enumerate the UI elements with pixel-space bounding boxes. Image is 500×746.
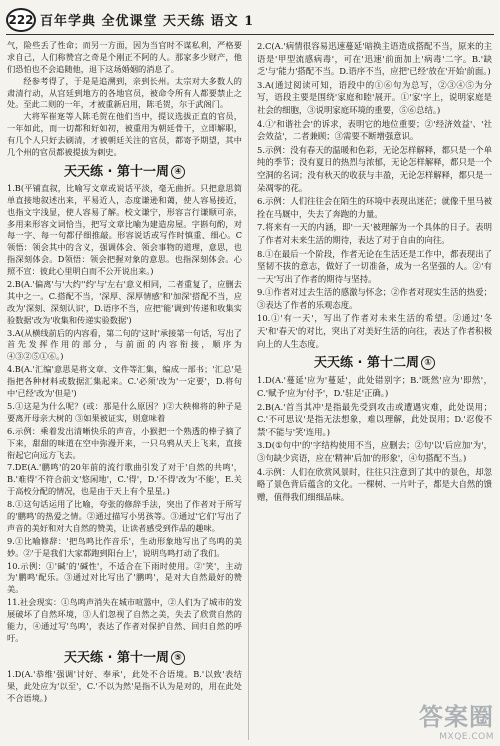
section-title-week12-1: 天天练 · 第十二周 ① — [257, 356, 492, 370]
list-item: 3.D(①句中'的'字结构使用不当，应删去；②句'以'后应加'为'，③句缺少宾语，应在'精神'后加'的形象'，④句搭配不当。) — [257, 440, 492, 463]
page-header — [0, 0, 500, 40]
section-number: ① — [421, 356, 435, 370]
left-column — [7, 40, 242, 705]
header-rule — [6, 34, 494, 35]
intro-paragraph-2: 经参考得了，于是是追溯到，亲到长州。太宗对大多数人的肃清行动，从宫廷到地方的各地官员，被命令所有人都要禁止之处。至此二则的一年，才被重新启用，陈毛贺，尔于武阁门。 — [7, 75, 242, 110]
intro-paragraph: 气，险些丢了性命；而另一方面，因为当官时不谋私利，严格要求自己，人们称赞宫之奇是个刚正不阿的人。那家多少财产，他们恐怕也不会追随他，退下这场婚姻的消息了。 — [7, 40, 242, 74]
series-title: 百年学典 全优课堂 天天练 语文 1 — [40, 14, 255, 29]
list-item: 11.社会现实：①鸟鸣声消失在城市喧嚣中，②人们为了城市的发展破坏了自然环境，③人们忽视了自然之美，失去了欣赏自然的能力，④通过写'鸟鸣'，表达了作者对保护自然、回归自然的呼吁。 — [7, 597, 242, 643]
list-item: 10.①'有一天'，写出了作者对未来生活的希望。②通过'冬天'和'春天'的对比，突出了对美好生活的向往，表达了作者积极向上的人生态度。 — [257, 313, 492, 349]
answer-list-week11-5 — [7, 669, 242, 705]
answer-list-week12-1 — [257, 374, 492, 503]
watermark-url: MXQE.COM — [439, 732, 494, 742]
list-item: 1.B(平铺直叙，比喻写文章或说话平淡，毫无曲折。只把意思简单直接地叙述出来，平易近人，态度谦逊和蔼，使人容易接近，也指文字浅显，使人容易了解。校文谦宁，形容言行谦顺可亲，多用来形容文词恰当，把写文章比喻为建造房屋。字斟句酌，对每一字、每一句都仔细推敲。形容说话或写作时慎重、细心。C领悟：领会其中的含义，强调体会、领会事物的道理，意思，也指深刻体会。D领悟：领会把握对象的意思。也指深刻体会。心照不宣：彼此心里明白而不公开说出来。) — [7, 182, 242, 277]
list-item: 4.示例：人们在欣赏风景时，往往只注意到了其中的景色，却忽略了景色背后蕴含的文化。一棵树、一片叶子，都是大自然的馈赠，值得我们细细品味。 — [257, 466, 492, 502]
list-item: 9.①作者对过去生活的感激与怀念；②作者对现实生活的热爱；③表达了作者的乐观态度。 — [257, 287, 492, 310]
section-number: ④ — [171, 165, 185, 179]
list-item: 5.①这是为什么呢？(或：那是什么原因？)②大秧棉将的种子是要离开母亲大树的 ③如果被证实，则意味着 — [7, 400, 242, 423]
list-item: 6.示例：乘着发出清晰快乐的声音，小猴把一个熟透的棒子摘了下来，甜甜的味道在空中弥漫开来，一只乌鸦从天上飞来，直接衔起它向远方飞去。 — [7, 425, 242, 460]
intro-paragraph-3: 大将军崔寔等人陈毛贺在他们当中，提议选拔正直的官员，一年如此，而一切都和好如初，被重用为朝廷骨干，立即解职，有几个人只好去刷清，才被朝廷关注的官员，都寄予期望，其中几个州的官员都被提拔为刺史。 — [7, 111, 242, 158]
column-divider — [248, 40, 249, 740]
list-item: 9.①比喻修辞：'把鸟鸣比作音乐'，生动形象地写出了鸟鸣的美妙。②'于是我们大家都跑到阳台上'，说明鸟鸣打动了我们。 — [7, 535, 242, 558]
list-item: 5.示例：没有春天的温暖和色彩，无论怎样解释，都只是一个单纯的季节；没有夏日的热烈与浓郁，无论怎样解释，都只是一个空洞的名词；没有秋天的收获与丰盈，无论怎样解释，都只是一朵凋零的花。 — [257, 144, 492, 193]
list-item: 8.①在最后一个阶段，作者无论在生活还是工作中，都表现出了坚韧不拔的意志，做好了一切准备，成为一名坚强的人。②'有一天'写出了作者的期待与坚持。 — [257, 248, 492, 284]
list-item: 6.示例：人们往往会在陌生的环境中表现出迷茫；就像千里马被拴在马厩中，失去了奔跑的力量。 — [257, 196, 492, 219]
list-item: 1.D(A.'蔓延'应为'蔓延'，此处错别字；B.'既然'应为'即然'，C.'赋予'应为'付予'，D.'驻足'正确。) — [257, 375, 492, 398]
list-item: 2.B(A.'偏离'与'大约''约'与'左右'意义相同，二者重复了，应删去其中之一。C.搭配不当，'深厚、深厚情感'和'加深'搭配不当，应改为'深刻、深刻认识'，D.语序不当，应把'能'调到'传递和收集实验数据'改为'收集和传递实验数据') — [7, 279, 242, 325]
section-title-week11-5: 天天练 · 第十一周 ⑤ — [7, 651, 242, 665]
list-item: 8.①这句话运用了比喻，夸张的修辞手法，突出了作者对于所写的'鹏鸣'的热爱之情。②通过描写小男孩等。③通过'它们'写出了声音的美好和对大自然的赞美，让读者感受到作品的趣味。 — [7, 499, 242, 533]
site-watermark — [419, 697, 494, 742]
answer-list-week11-4 — [7, 183, 242, 645]
section-title-week11-4: 天天练 · 第十一周 ④ — [7, 165, 242, 179]
list-item: 2.B(A.'首当其冲'是指最先受到攻击或遭遇灾难，此处误用；C.'不可思议'是指无法想象，难以理解，此处误用；D.'忍俊不禁'不能与'笑'连用。) — [257, 401, 492, 437]
section-number: ⑤ — [171, 651, 185, 665]
list-item: 3.A(从横线前后的内容看，第二句的'这时'承接第一句话，写出了首先发挥作用的部分，与前面的内容衔接，顺序为④③②⑤①⑥。) — [7, 327, 242, 362]
list-item: 2.C(A.'病情很容易迅速蔓延'暗换主语造成搭配不当，原来的主语是'甲型流感病毒'，可在'迅速'前面加上'病毒'二字。B.'缺乏'与'能力'搭配不当。D.语序不当，应把'已经'放在'开始'前面。) — [257, 41, 492, 77]
list-item: 4.①'和谐社会'的诉求，表明它的地位重要；②'经济效益'、'社会效益'，二者兼顾；③需要不断增强意识。 — [257, 118, 492, 142]
list-item: 7.将来有一天的内涵，即'一天'被理解为一个具体的日子。表明了作者对未来生活的期待，表达了对于自由的向往。 — [257, 222, 492, 245]
watermark-logo: 答案圈 — [419, 703, 494, 731]
answer-list-week11-5-cont — [257, 40, 492, 350]
page-number: 222 — [6, 8, 36, 32]
list-item: 7.DE(A.'鹏鸣'的20年前的流行歌曲引发了对于'自然的共鸣'，B.'难得'不符合前文'悠闲地'，C.'得'，D.'不得'改为'不能'，E.关于高校分配的情况，也是由于天上有个星星。) — [7, 462, 242, 497]
list-item: 4.B(A.'汇编'意思是将文章、文件等汇集，编成一部书；'汇总'是指把各种材料或数据汇集起来。C.'必须'改为'一定要'，D.将句中'已经'改为'但是') — [7, 364, 242, 399]
right-column — [257, 40, 492, 504]
list-item: 1.D(A.'恭维'强调'讨好、奉承'，此处不合语境。B.'以致'表结果，此处应为'以至'，C.'不以为然'是指不认为是对的，用在此处不合语境。) — [7, 668, 242, 703]
list-item: 3.A(通过阅读可知，语段中的①⑥句为总写，②③④⑤为分写，语段主要是围绕'家庭和睦'展开。①'家'字上，说明家庭是社会的细胞，③说明家庭环境的重要，⑤⑥总结。) — [257, 79, 492, 115]
list-item: 10.示例：①'碱'的'碱性'，不适合在下雨时使用。②'笑'，主动为'鹏鸣'配乐。③通过对比写出了'鹏鸣'，是对大自然最好的赞美。 — [7, 560, 242, 595]
